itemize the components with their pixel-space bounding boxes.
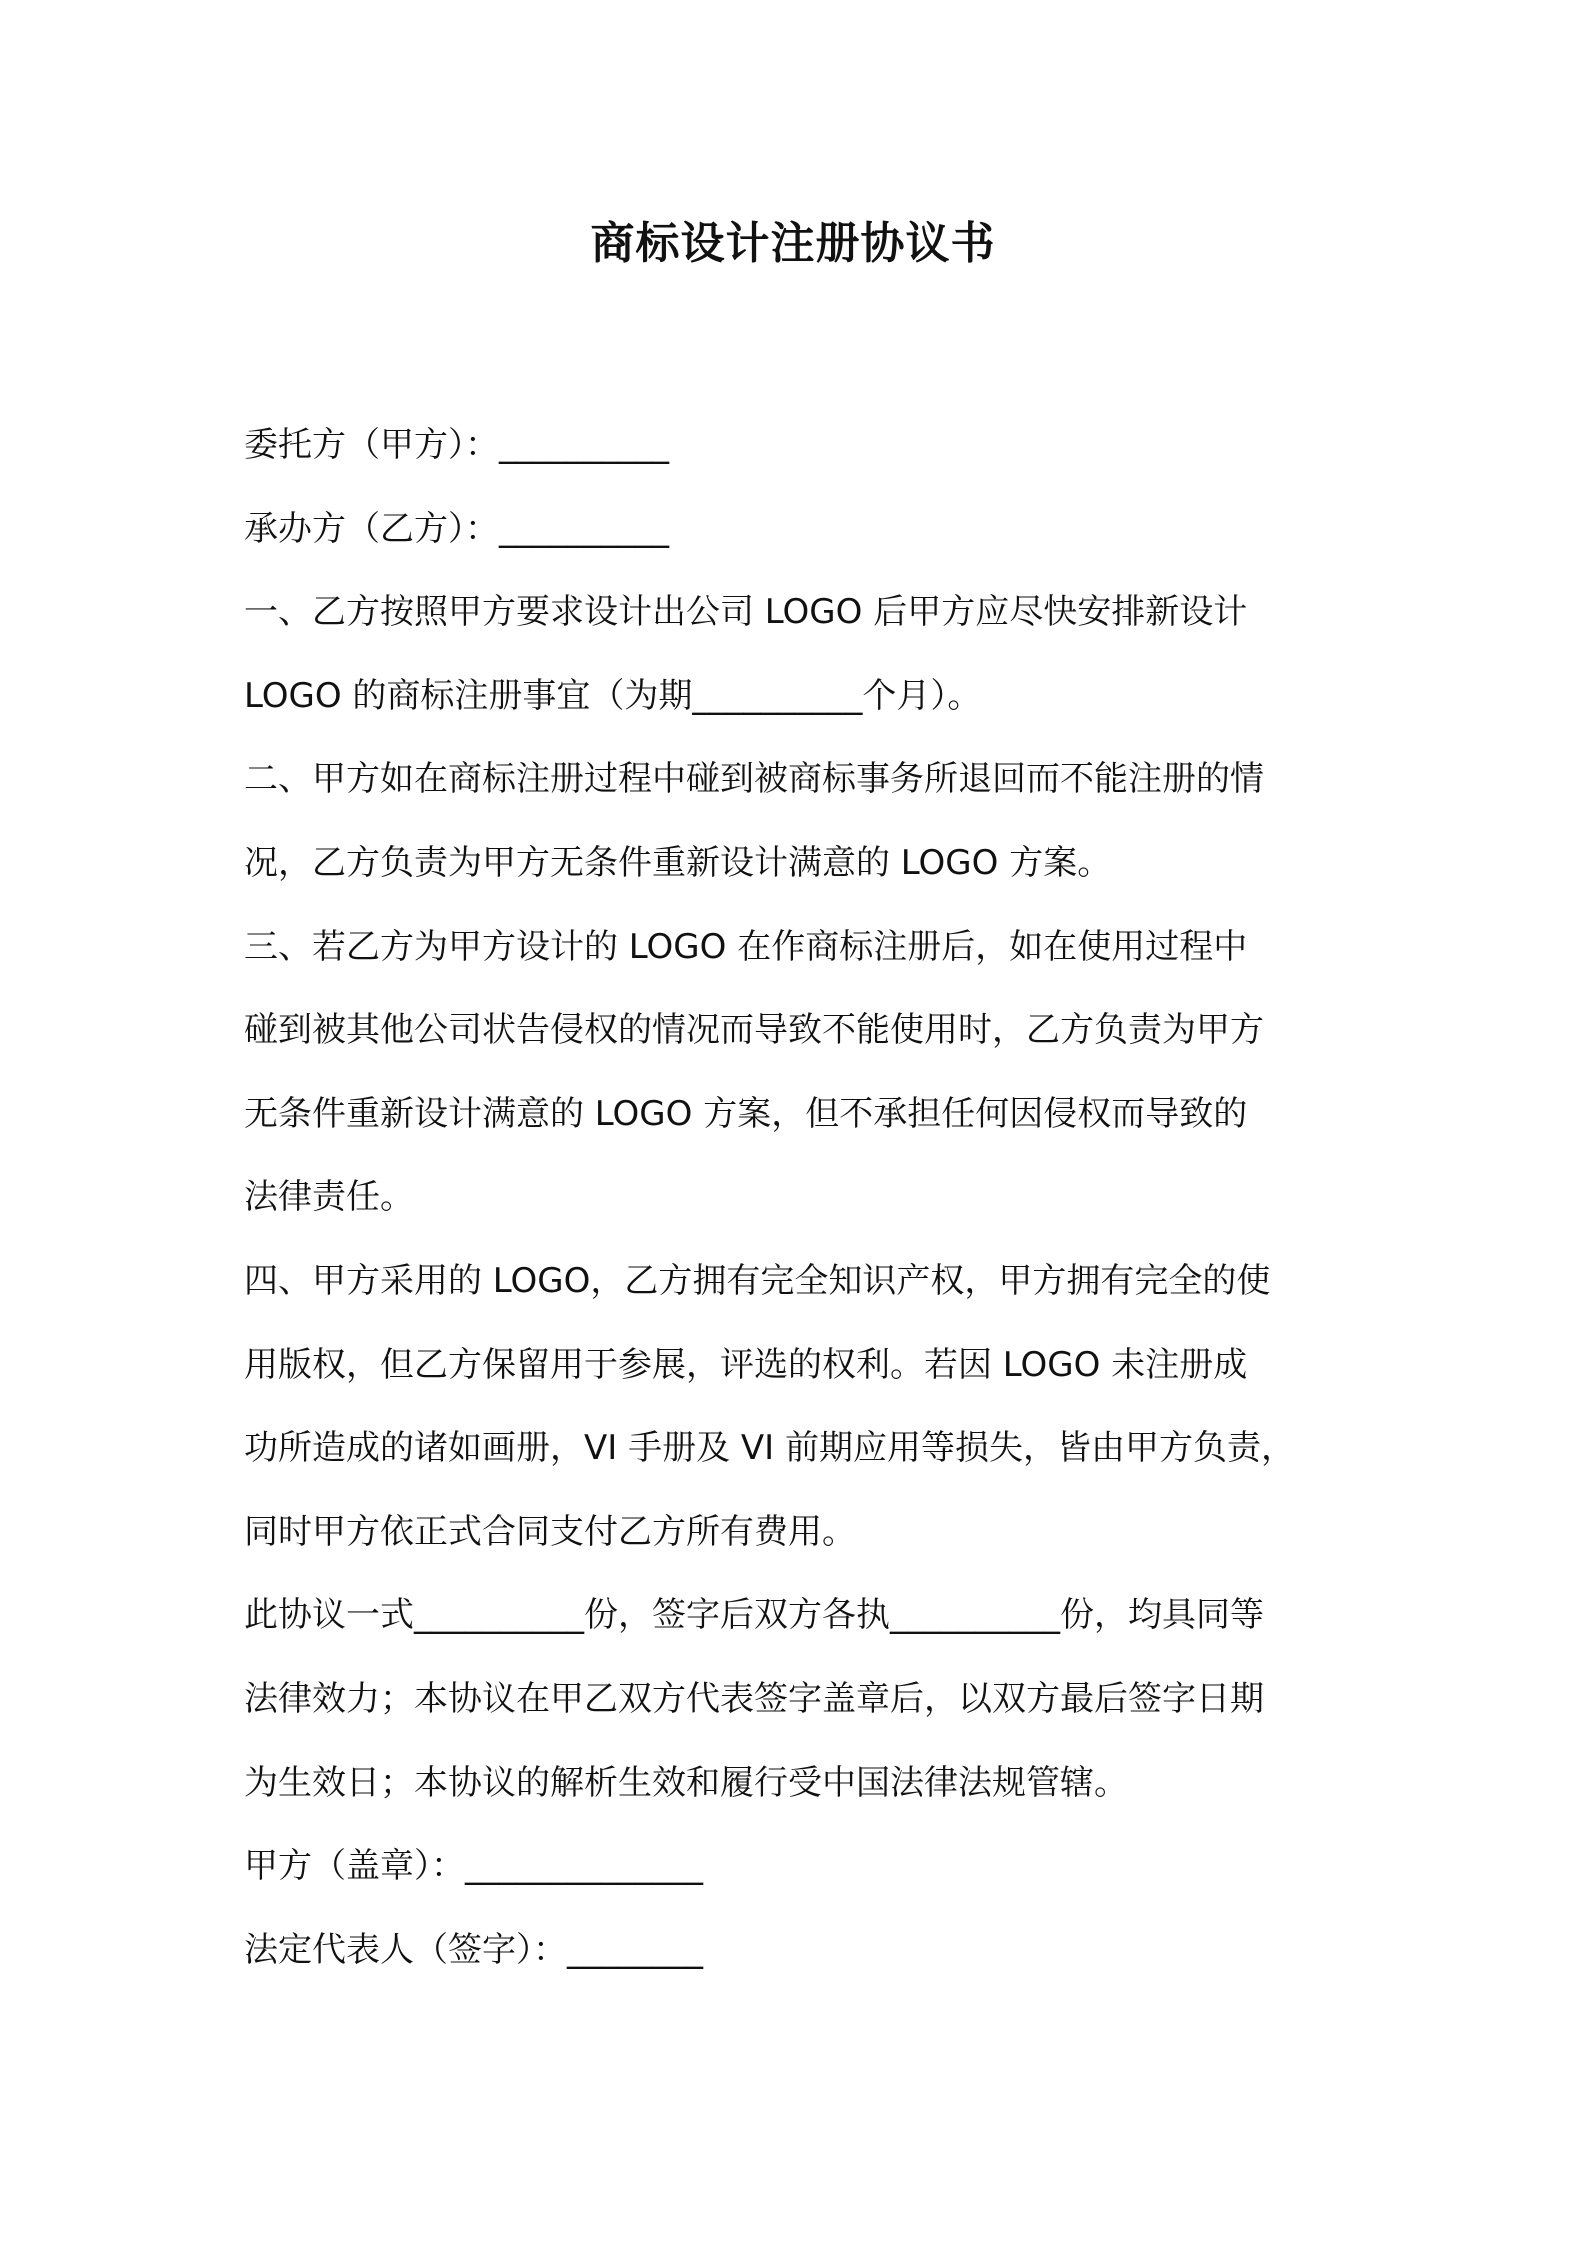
clause-4-line-4: 同时甲方依正式合同支付乙方所有费用。 [244, 1511, 856, 1552]
clause-3-line-1: 三、若乙方为甲方设计的 LOGO 在作商标注册后，如在使用过程中 [244, 926, 1248, 967]
clause-4-line-1: 四、甲方采用的 LOGO，乙方拥有完全知识产权，甲方拥有完全的使 [244, 1260, 1271, 1301]
legal-representative-signature-line: 法定代表人（签字）：________ [244, 1929, 703, 1970]
copies-line-2: 法律效力；本协议在甲乙双方代表签字盖章后，以双方最后签字日期 [244, 1678, 1264, 1719]
copies-line-3: 为生效日；本协议的解析生效和履行受中国法律法规管辖。 [244, 1762, 1128, 1803]
clause-1-line-2: LOGO 的商标注册事宜（为期__________个月）。 [244, 675, 982, 716]
document-title: 商标设计注册协议书 [590, 218, 996, 269]
clause-4-line-3: 功所造成的诸如画册，VI 手册及 VI 前期应用等损失，皆由甲方负责， [244, 1428, 1295, 1469]
clause-4-line-2: 用版权，但乙方保留用于参展，评选的权利。若因 LOGO 未注册成 [244, 1344, 1248, 1385]
clause-3-line-4: 法律责任。 [244, 1177, 414, 1218]
client-party-line: 委托方（甲方）：__________ [244, 425, 669, 465]
copies-line-1: 此协议一式__________份，签字后双方各执__________份，均具同等 [244, 1595, 1264, 1636]
party-a-seal-line: 甲方（盖章）：______________ [244, 1846, 703, 1887]
document-body [244, 404, 1374, 1992]
contractor-party-line: 承办方（乙方）：__________ [244, 508, 669, 549]
clause-2-line-1: 二、甲方如在商标注册过程中碰到被商标事务所退回而不能注册的情 [244, 759, 1264, 800]
clause-2-line-2: 况，乙方负责为甲方无条件重新设计满意的 LOGO 方案。 [244, 842, 1112, 883]
clause-1-line-1: 一、乙方按照甲方要求设计出公司 LOGO 后甲方应尽快安排新设计 [244, 592, 1248, 633]
clause-3-line-3: 无条件重新设计满意的 LOGO 方案，但不承担任何因侵权而导致的 [244, 1093, 1248, 1134]
clause-3-line-2: 碰到被其他公司状告侵权的情况而导致不能使用时，乙方负责为甲方 [244, 1010, 1264, 1051]
